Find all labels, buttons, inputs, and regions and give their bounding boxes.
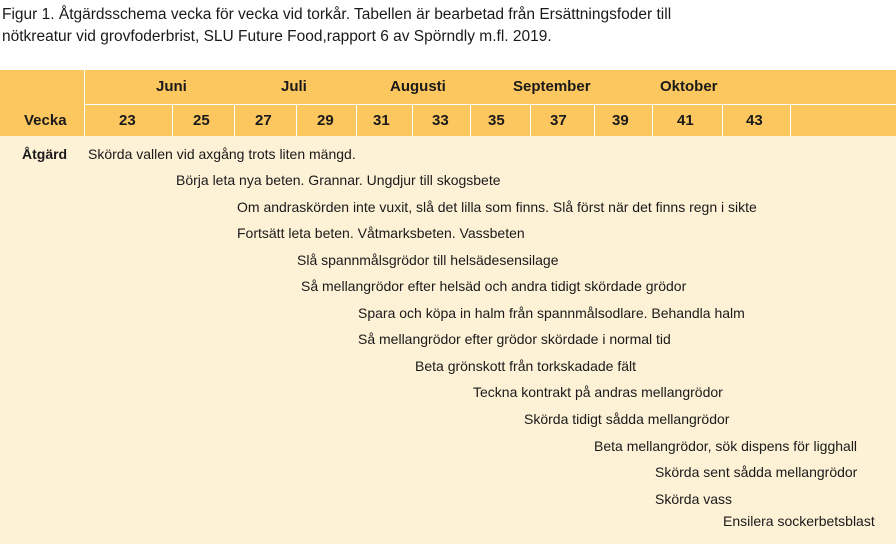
- week-37: 37: [550, 112, 567, 129]
- caption-line-2: nötkreatur vid grovfoderbrist, SLU Future Food,rapport 6 av Spörndly m.fl. 2019.: [2, 28, 552, 45]
- action-item: Börja leta nya beten. Grannar. Ungdjur till skogsbete: [176, 172, 501, 188]
- atgard-row-label: Åtgärd: [22, 146, 68, 162]
- action-item: Spara och köpa in halm från spannmålsodlare. Behandla halm: [358, 305, 745, 321]
- action-item: Fortsätt leta beten. Våtmarksbeten. Vassbeten: [237, 225, 525, 241]
- action-item: Ensilera sockerbetsblast: [723, 513, 875, 529]
- action-item: Teckna kontrakt på andras mellangrödor: [473, 384, 723, 400]
- month-september: September: [513, 78, 591, 95]
- week-39: 39: [612, 112, 629, 129]
- separator-tick: [790, 104, 791, 136]
- action-item: Skörda tidigt sådda mellangrödor: [524, 411, 730, 427]
- week-23: 23: [119, 112, 136, 129]
- month-juni: Juni: [156, 78, 187, 95]
- month-juli: Juli: [281, 78, 307, 95]
- week-43: 43: [746, 112, 763, 129]
- vecka-row-label: Vecka: [24, 112, 67, 129]
- figure-caption: [2, 4, 882, 48]
- week-27: 27: [255, 112, 272, 129]
- caption-line-1: Figur 1. Åtgärdsschema vecka för vecka vid torkår. Tabellen är bearbetad från Ersättningsfoder till: [2, 6, 672, 23]
- separator-tick: [530, 104, 531, 136]
- separator-tick: [296, 104, 297, 136]
- action-item: Så mellangrödor efter grödor skördade i normal tid: [358, 331, 671, 347]
- separator-tick: [172, 104, 173, 136]
- schedule-header: [0, 70, 896, 136]
- action-item: Skörda vass: [655, 491, 733, 507]
- action-item: Om andraskörden inte vuxit, slå det lilla som finns. Slå först när det finns regn i sikte: [237, 199, 757, 215]
- action-item: Slå spannmålsgrödor till helsädesensilage: [297, 252, 559, 268]
- header-row-separator: [84, 104, 896, 105]
- schedule-body: [0, 136, 896, 544]
- week-35: 35: [488, 112, 505, 129]
- separator-tick: [470, 104, 471, 136]
- action-item: Beta mellangrödor, sök dispens för ligghall: [594, 438, 858, 454]
- week-29: 29: [317, 112, 334, 129]
- month-augusti: Augusti: [390, 78, 446, 95]
- action-item: Skörda sent sådda mellangrödor: [655, 464, 858, 480]
- action-item: Så mellangrödor efter helsäd och andra tidigt skördade grödor: [301, 278, 687, 294]
- header-divider: [84, 70, 85, 136]
- separator-tick: [234, 104, 235, 136]
- separator-tick: [594, 104, 595, 136]
- week-41: 41: [677, 112, 694, 129]
- separator-tick: [356, 104, 357, 136]
- week-25: 25: [193, 112, 210, 129]
- action-item: Beta grönskott från torkskadade fält: [415, 358, 637, 374]
- week-33: 33: [432, 112, 449, 129]
- action-item: Skörda vallen vid axgång trots liten mängd.: [88, 146, 356, 162]
- separator-tick: [652, 104, 653, 136]
- separator-tick: [412, 104, 413, 136]
- month-oktober: Oktober: [660, 78, 718, 95]
- separator-tick: [722, 104, 723, 136]
- week-31: 31: [373, 112, 390, 129]
